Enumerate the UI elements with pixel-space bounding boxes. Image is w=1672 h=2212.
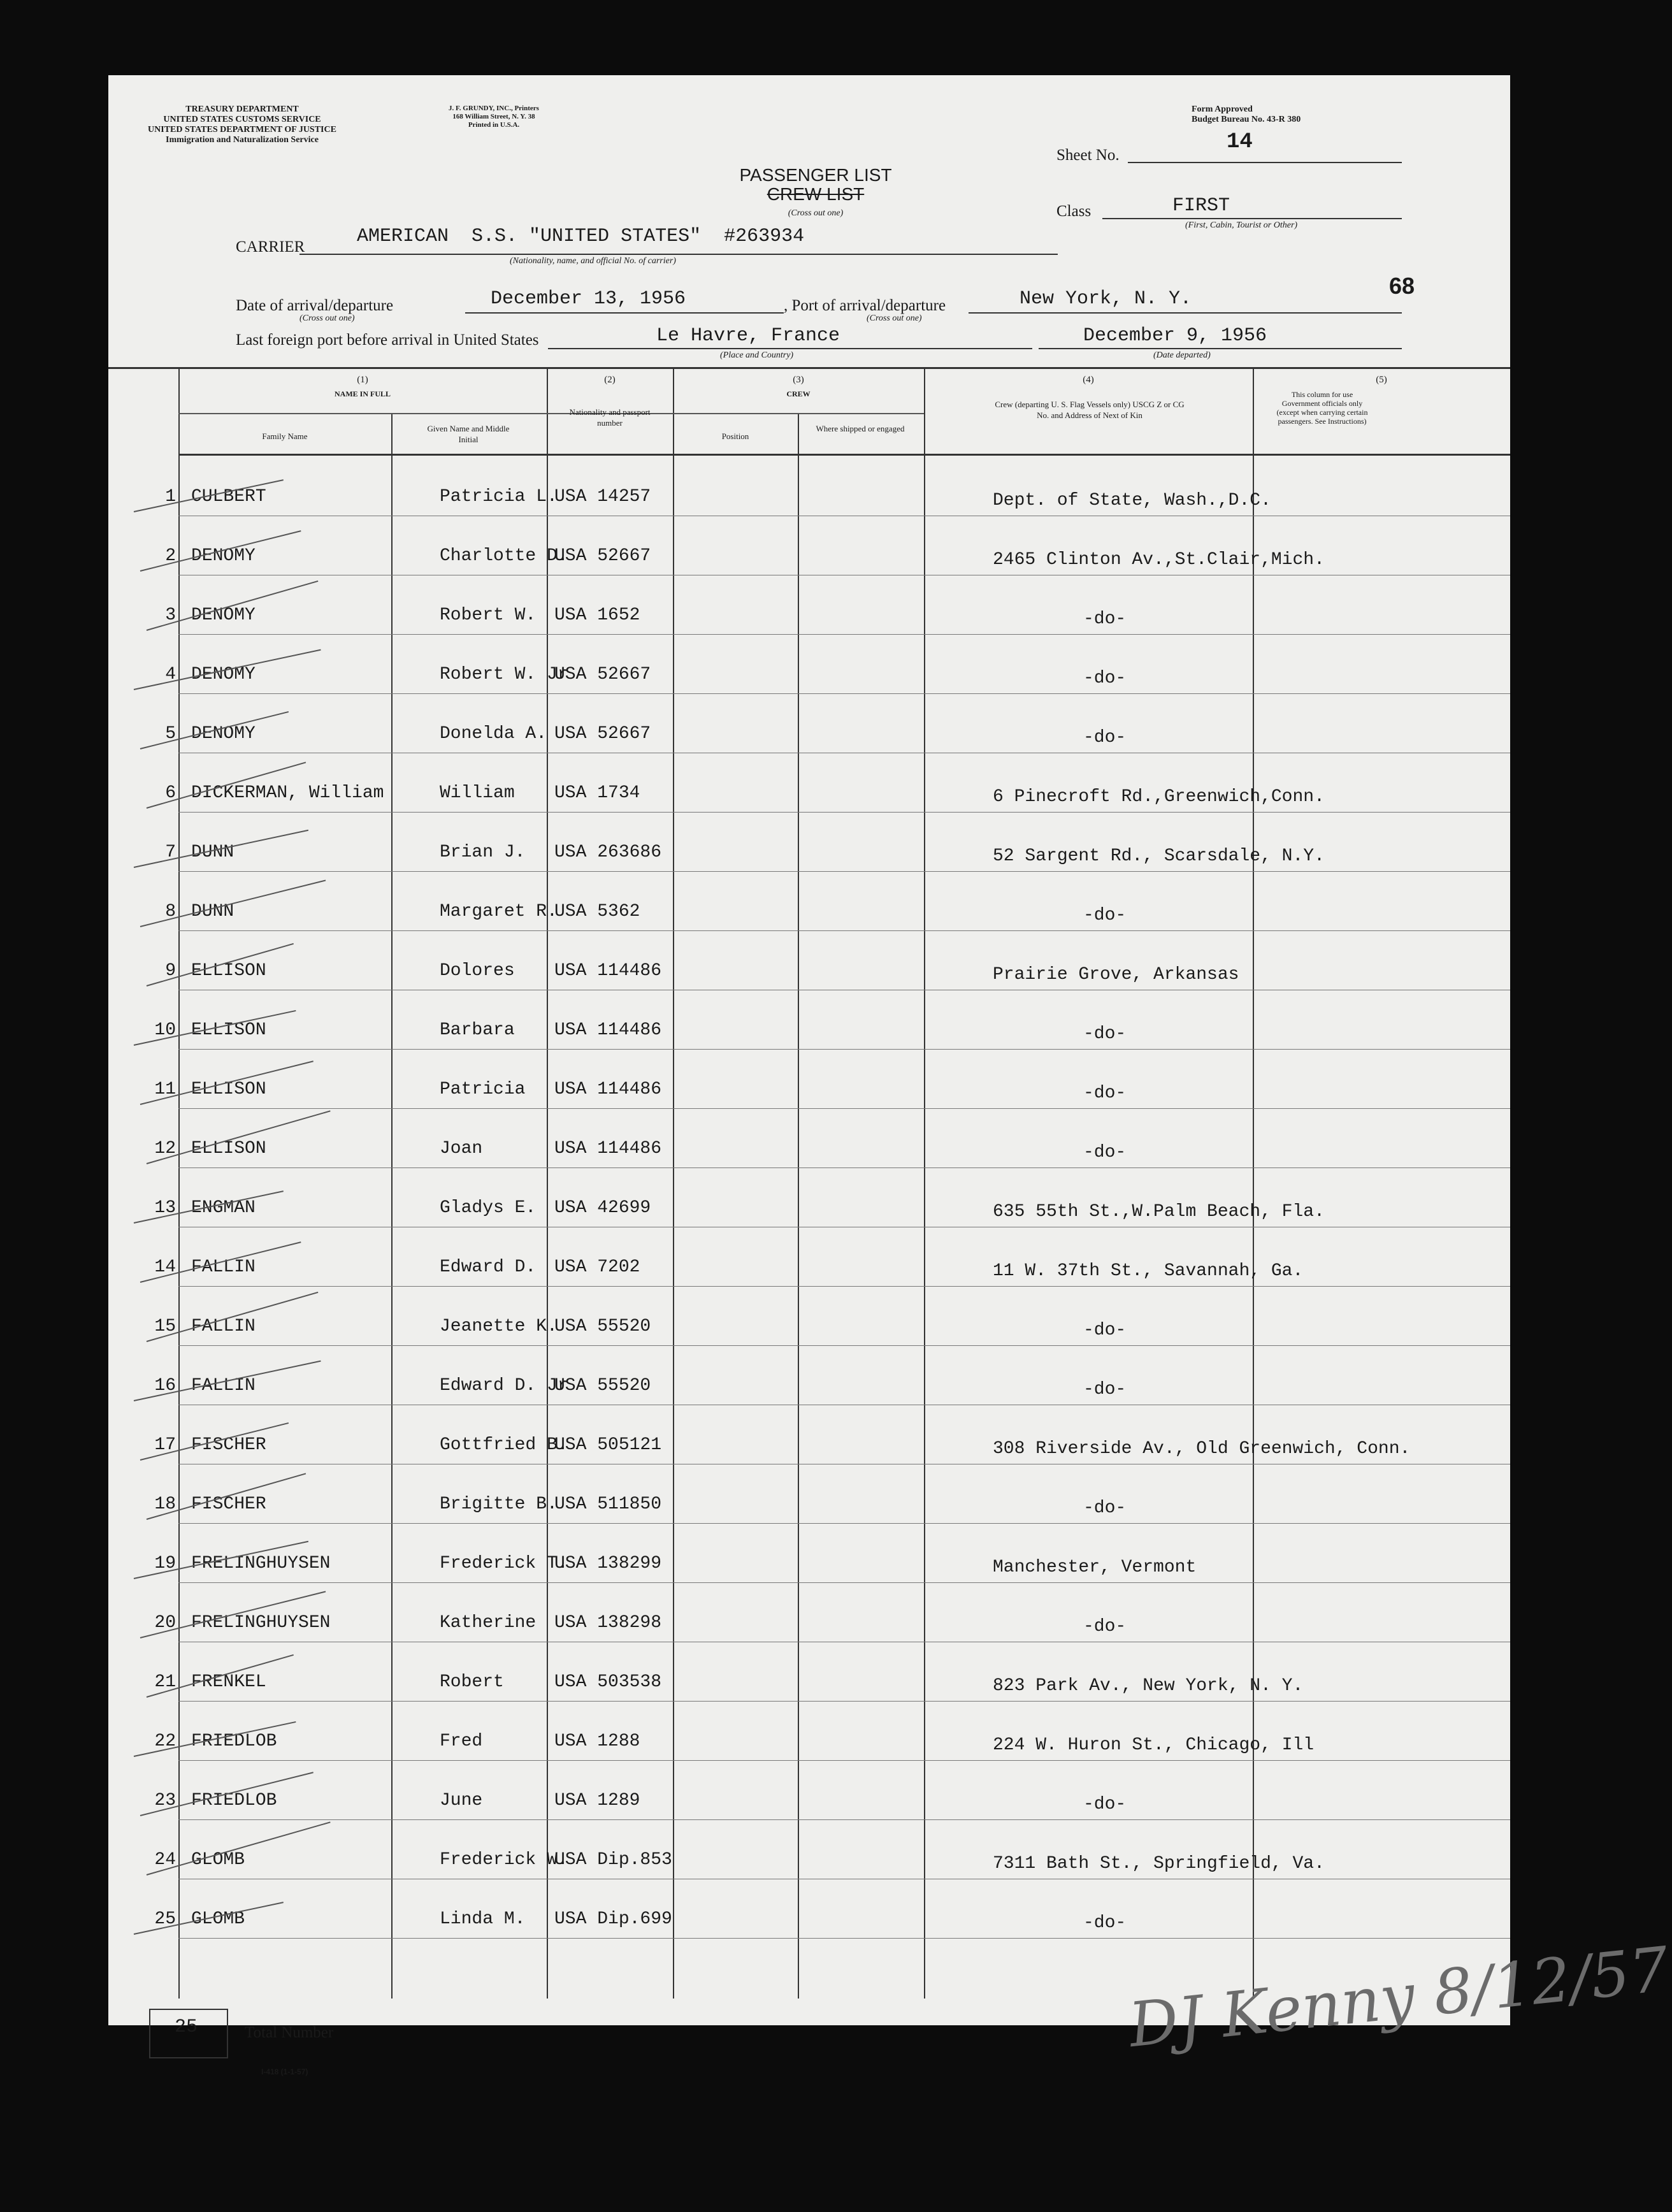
given-name: Katherine [440, 1613, 537, 1633]
port-sub: (Cross out one) [867, 314, 922, 323]
row-number: 9 [165, 961, 176, 981]
next-of-kin-address: Dept. of State, Wash.,D.C. [993, 491, 1271, 510]
family-name: FRIEDLOB [191, 1791, 277, 1811]
next-of-kin-address: -do- [1083, 1795, 1127, 1814]
family-name: FRELINGHUYSEN [191, 1554, 331, 1573]
passport-number: USA 114486 [554, 961, 662, 981]
sheet-number: 14 [1227, 130, 1253, 154]
next-of-kin-address: 224 W. Huron St., Chicago, Ill [993, 1735, 1315, 1755]
passport-number: USA 52667 [554, 546, 651, 566]
family-name: ELLISON [191, 1139, 266, 1159]
next-of-kin-address: Manchester, Vermont [993, 1558, 1197, 1577]
row-number: 12 [154, 1139, 176, 1159]
next-of-kin-address: -do- [1083, 1617, 1127, 1637]
next-of-kin-address: 52 Sargent Rd., Scarsdale, N.Y. [993, 846, 1325, 866]
passport-number: USA 503538 [554, 1672, 662, 1692]
given-name: Robert [440, 1672, 504, 1692]
family-name: FRENKEL [191, 1672, 266, 1692]
passport-number: USA 263686 [554, 842, 662, 862]
passport-number: USA 138298 [554, 1613, 662, 1633]
row-number: 5 [165, 724, 176, 744]
inspector-signature: DJ Kenny 8/12/57 [1125, 1933, 1672, 2062]
col1-title: NAME IN FULL [334, 389, 391, 398]
agency-line: UNITED STATES CUSTOMS SERVICE [163, 115, 321, 124]
given-name: Brigitte B. [440, 1494, 558, 1514]
given-name: Gottfried B. [440, 1435, 568, 1455]
passport-number: USA 1288 [554, 1731, 640, 1751]
next-of-kin-address: 6 Pinecroft Rd.,Greenwich,Conn. [993, 787, 1325, 807]
col3-number: (3) [793, 375, 804, 385]
row-number: 14 [154, 1257, 176, 1277]
class-label: Class [1056, 203, 1092, 220]
family-name: GLOMB [191, 1850, 245, 1870]
class-line [1102, 218, 1402, 219]
row-rule [178, 871, 1510, 872]
given-name: Linda M. [440, 1909, 526, 1929]
row-rule [178, 1108, 1510, 1109]
carrier-value: AMERICAN S.S. "UNITED STATES" #263934 [357, 226, 805, 247]
passport-number: USA 1734 [554, 783, 640, 803]
row-number: 6 [165, 783, 176, 803]
row-rule [178, 1938, 1510, 1939]
manifest-sheet [108, 75, 1672, 2076]
passport-number: USA 114486 [554, 1020, 662, 1040]
passport-number: USA 42699 [554, 1198, 651, 1218]
form-line: Budget Bureau No. 43-R 380 [1192, 115, 1301, 124]
given-name: Frederick T. [440, 1554, 568, 1573]
row-rule [178, 1049, 1510, 1050]
passport-number: USA 14257 [554, 487, 651, 507]
next-of-kin-address: 635 55th St.,W.Palm Beach, Fla. [993, 1202, 1325, 1222]
col5-number: (5) [1376, 375, 1387, 385]
next-of-kin-address: 11 W. 37th St., Savannah, Ga. [993, 1261, 1304, 1281]
agency-line: TREASURY DEPARTMENT [185, 105, 299, 114]
carrier-line [299, 254, 1058, 255]
given-name: Fred [440, 1731, 483, 1751]
col1-family: Family Name [262, 431, 308, 441]
col1-number: (1) [357, 375, 368, 385]
family-name: DENOMY [191, 605, 256, 625]
date-line [465, 312, 784, 314]
family-name: FISCHER [191, 1494, 266, 1514]
form-code: I-418 (1-1-57) [261, 2067, 308, 2076]
next-of-kin-address: -do- [1083, 1024, 1127, 1044]
row-rule [178, 1523, 1510, 1524]
given-passport-divider [547, 367, 548, 1999]
passport-number: USA 505121 [554, 1435, 662, 1455]
family-name: ELLISON [191, 1080, 266, 1099]
family-name: DUNN [191, 902, 234, 922]
given-name: Patricia L. [440, 487, 558, 507]
passport-number: USA 138299 [554, 1554, 662, 1573]
row-rule [178, 812, 1510, 813]
row-number: 17 [154, 1435, 176, 1455]
family-name: DENOMY [191, 546, 256, 566]
family-name: DUNN [191, 842, 234, 862]
port-label: , Port of arrival/departure [784, 297, 946, 314]
carrier-label: CARRIER [236, 238, 305, 256]
title-passenger: PASSENGER LIST [739, 165, 892, 185]
total-value: 25 [175, 2016, 198, 2038]
family-name: FRELINGHUYSEN [191, 1613, 331, 1633]
given-name: Edward D. [440, 1257, 537, 1277]
col3-position: Position [721, 431, 749, 441]
form-line: Form Approved [1192, 105, 1253, 114]
passport-number: USA 114486 [554, 1139, 662, 1159]
date-label: Date of arrival/departure [236, 297, 394, 314]
next-of-kin-address: -do- [1083, 728, 1127, 748]
given-name: Margaret R. [440, 902, 558, 922]
given-name: Donelda A. [440, 724, 547, 744]
next-of-kin-address: 7311 Bath St., Springfield, Va. [993, 1854, 1325, 1874]
family-name: FISCHER [191, 1435, 266, 1455]
date-sub: (Cross out one) [299, 314, 355, 323]
family-name: DICKERMAN, William [191, 783, 384, 803]
row-number: 8 [165, 902, 176, 922]
col4-title: Crew (departing U. S. Flag Vessels only) USCG Z or CG No. and Address of Next of Kin [995, 400, 1185, 420]
given-name: Edward D. Jr [440, 1376, 568, 1396]
next-of-kin-address: 308 Riverside Av., Old Greenwich, Conn. [993, 1439, 1411, 1459]
row-number: 20 [154, 1613, 176, 1633]
row-number: 15 [154, 1317, 176, 1336]
last-port-value: Le Havre, France [656, 325, 840, 347]
family-name: FALLIN [191, 1376, 256, 1396]
list-title [682, 166, 949, 223]
col2-number: (2) [604, 375, 616, 385]
next-of-kin-address: -do- [1083, 1380, 1127, 1399]
passport-number: USA 1652 [554, 605, 640, 625]
row-rule [178, 634, 1510, 635]
given-name: Dolores [440, 961, 515, 981]
given-name: Patricia [440, 1080, 526, 1099]
last-port-sub: (Place and Country) [720, 351, 794, 360]
stamp-number: 68 [1389, 273, 1415, 299]
row-number: 23 [154, 1791, 176, 1811]
row-number: 4 [165, 665, 176, 684]
total-label: Total Number [245, 2024, 334, 2041]
departed-line [1039, 348, 1402, 349]
row-rule [178, 1345, 1510, 1346]
given-name: Robert W. Jr [440, 665, 568, 684]
row-rule [178, 1760, 1510, 1761]
family-name: ENGMAN [191, 1198, 256, 1218]
passport-number: USA Dip.699 [554, 1909, 672, 1929]
agency-block [121, 105, 363, 145]
title-sub: (Cross out one) [788, 208, 844, 218]
row-number: 3 [165, 605, 176, 625]
passport-number: USA Dip.853 [554, 1850, 672, 1870]
departed-date: December 9, 1956 [1083, 325, 1267, 347]
sheet-label: Sheet No. [1056, 147, 1120, 164]
crew-subrule [673, 413, 924, 414]
printer-line: Printed in U.S.A. [468, 121, 520, 129]
family-name: DENOMY [191, 665, 256, 684]
next-of-kin-address: -do- [1083, 906, 1127, 925]
last-port-line [548, 348, 1032, 349]
row-rule [178, 693, 1510, 694]
col4-number: (4) [1083, 375, 1094, 385]
next-of-kin-address: 823 Park Av., New York, N. Y. [993, 1676, 1304, 1696]
printer-block [421, 105, 567, 129]
title-crew: CREW LIST [767, 184, 865, 204]
next-of-kin-address: -do- [1083, 1143, 1127, 1162]
family-name: GLOMB [191, 1909, 245, 1929]
rownum-divider [178, 367, 180, 1999]
row-number: 19 [154, 1554, 176, 1573]
passport-number: USA 52667 [554, 724, 651, 744]
given-name: Brian J. [440, 842, 526, 862]
carrier-sub: (Nationality, name, and official No. of carrier) [510, 256, 676, 266]
next-of-kin-address: Prairie Grove, Arkansas [993, 965, 1239, 985]
col3-where: Where shipped or engaged [816, 424, 905, 433]
agency-line: UNITED STATES DEPARTMENT OF JUSTICE [148, 125, 336, 134]
family-name: FRIEDLOB [191, 1731, 277, 1751]
given-name: Joan [440, 1139, 483, 1159]
given-name: Robert W. [440, 605, 537, 625]
sheet-line [1128, 162, 1402, 163]
passport-number: USA 52667 [554, 665, 651, 684]
row-rule [178, 1701, 1510, 1702]
family-name: FALLIN [191, 1257, 256, 1277]
row-rule [178, 1582, 1510, 1583]
given-name: Barbara [440, 1020, 515, 1040]
printer-line: J. F. GRUNDY, INC., Printers [449, 105, 539, 112]
given-name: Charlotte D. [440, 546, 568, 566]
col1-given: Given Name and Middle Initial [427, 424, 510, 444]
row-number: 2 [165, 546, 176, 566]
passport-number: USA 55520 [554, 1376, 651, 1396]
family-name: DENOMY [191, 724, 256, 744]
row-number: 7 [165, 842, 176, 862]
class-value: FIRST [1172, 195, 1230, 217]
row-number: 18 [154, 1494, 176, 1514]
crew-address-divider [924, 367, 925, 1999]
next-of-kin-address: -do- [1083, 1913, 1127, 1933]
row-number: 11 [154, 1080, 176, 1099]
header-bottom-rule [178, 454, 1510, 456]
family-name: CULBERT [191, 487, 266, 507]
given-name: Jeanette K. [440, 1317, 558, 1336]
port-line [969, 312, 1402, 314]
row-rule [178, 930, 1510, 931]
table-top-rule [108, 367, 1510, 369]
col5-title: This column for use Government officials only (except when carrying certain passengers. See Instructions) [1276, 390, 1368, 426]
passport-number: USA 1289 [554, 1791, 640, 1811]
port-value: New York, N. Y. [1020, 288, 1192, 310]
row-number: 25 [154, 1909, 176, 1929]
next-of-kin-address: -do- [1083, 1320, 1127, 1340]
row-number: 1 [165, 487, 176, 507]
arrival-date: December 13, 1956 [491, 288, 686, 310]
passport-number: USA 55520 [554, 1317, 651, 1336]
given-name: Frederick W. [440, 1850, 568, 1870]
last-port-label: Last foreign port before arrival in United States [236, 331, 539, 349]
given-name: June [440, 1791, 483, 1811]
given-name: Gladys E. [440, 1198, 537, 1218]
next-of-kin-address: -do- [1083, 1498, 1127, 1518]
passport-number: USA 114486 [554, 1080, 662, 1099]
next-of-kin-address: -do- [1083, 669, 1127, 688]
family-name: ELLISON [191, 1020, 266, 1040]
next-of-kin-address: 2465 Clinton Av.,St.Clair,Mich. [993, 550, 1325, 570]
family-name: FALLIN [191, 1317, 256, 1336]
passport-crew-divider [673, 367, 674, 1999]
agency-line: Immigration and Naturalization Service [166, 135, 319, 145]
printer-line: 168 William Street, N. Y. 38 [452, 113, 535, 120]
col3-title: CREW [786, 389, 811, 398]
row-number: 13 [154, 1198, 176, 1218]
departed-sub: (Date departed) [1153, 351, 1211, 360]
class-sub: (First, Cabin, Tourist or Other) [1185, 220, 1298, 230]
next-of-kin-address: -do- [1083, 609, 1127, 629]
col2-title: Nationality and passport number [569, 407, 651, 428]
row-rule [178, 1286, 1510, 1287]
row-number: 21 [154, 1672, 176, 1692]
row-rule [178, 1167, 1510, 1168]
passport-number: USA 5362 [554, 902, 640, 922]
row-number: 22 [154, 1731, 176, 1751]
family-name: ELLISON [191, 961, 266, 981]
passport-number: USA 511850 [554, 1494, 662, 1514]
form-approved-block [1192, 105, 1301, 125]
row-number: 24 [154, 1850, 176, 1870]
row-number: 16 [154, 1376, 176, 1396]
row-number: 10 [154, 1020, 176, 1040]
next-of-kin-address: -do- [1083, 1083, 1127, 1103]
row-rule [178, 1819, 1510, 1820]
given-name: William [440, 783, 515, 803]
passport-number: USA 7202 [554, 1257, 640, 1277]
